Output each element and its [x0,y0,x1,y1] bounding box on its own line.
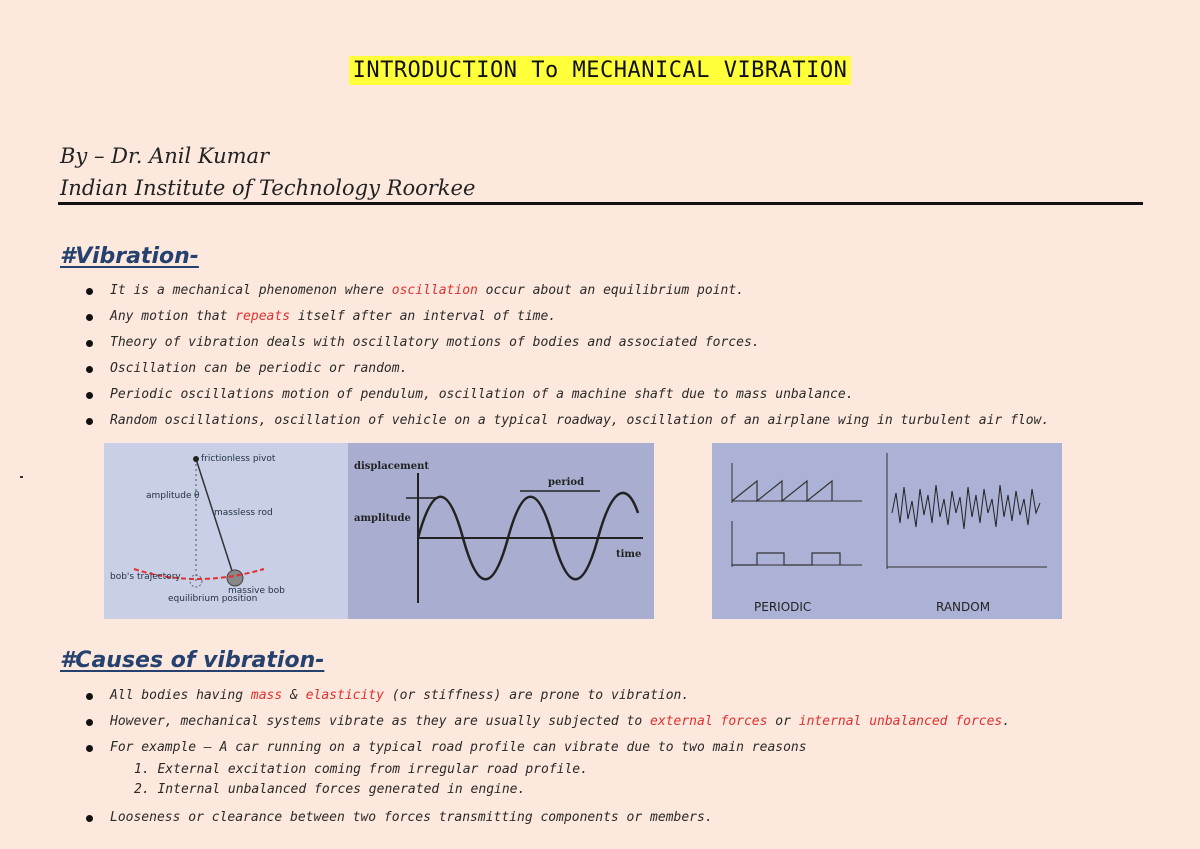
displacement-label: displacement [354,461,429,472]
list-item: Oscillation can be periodic or random. [84,356,1049,382]
random-label: RANDOM [936,600,991,614]
time-label: time [616,549,642,560]
title-wrap [0,56,1200,85]
pendulum-figure [104,443,364,619]
list-item: Random oscillations, oscillation of vehicle on a typical roadway, oscillation of an airplane wing in turbulent air flow. [84,408,1049,434]
causes-list [84,683,1010,761]
bob-label: massive bob [228,586,285,596]
vibration-heading: #Vibration- [60,244,199,269]
list-item: Theory of vibration deals with oscillatory motions of bodies and associated forces. [84,330,1049,356]
author-institute: Indian Institute of Technology Roorkee [60,176,476,200]
list-item: Any motion that repeats itself after an interval of time. [84,304,1049,330]
vibration-list [84,278,1049,434]
divider [58,202,1143,205]
pivot-label: frictionless pivot [201,454,276,464]
causes-sublist [84,760,588,800]
sub-list-item: 2. Internal unbalanced forces generated in engine. [134,782,526,797]
trajectory-label: bob's trajectory [110,572,181,582]
list-item: It is a mechanical phenomenon where oscillation occur about an equilibrium point. [84,278,1049,304]
list-item: All bodies having mass & elasticity (or stiffness) are prone to vibration. [84,683,1010,709]
page-title: INTRODUCTION To MECHANICAL VIBRATION [349,56,852,85]
list-item: Looseness or clearance between two forces transmitting components or members. [84,805,713,831]
causes-list-end [84,805,713,831]
list-item: For example – A car running on a typical road profile can vibrate due to two main reasons [84,735,1010,761]
wave-diagram [348,443,654,619]
author-name: By – Dr. Anil Kumar [60,144,270,168]
wave-figure [348,443,654,619]
list-item: Periodic oscillations motion of pendulum, oscillation of a machine shaft due to mass unbalance. [84,382,1049,408]
equilibrium-label: equilibrium position [168,594,258,604]
list-item: However, mechanical systems vibrate as they are usually subjected to external forces or internal unbalanced forces. [84,709,1010,735]
signals-figure [712,443,1062,619]
periodic-label: PERIODIC [754,600,812,614]
theta-label: θ [194,491,200,501]
stray-mark [20,476,23,478]
pendulum-diagram [104,443,364,619]
amplitude-label: amplitude [146,491,192,501]
author-block [60,140,475,204]
sub-list-item: 1. External excitation coming from irregular road profile. [134,762,588,777]
causes-heading: #Causes of vibration- [60,648,325,673]
amplitude-axis-label: amplitude [354,513,411,524]
rod-label: massless rod [214,508,273,518]
signals-diagram [712,443,1062,619]
period-label: period [548,477,585,488]
